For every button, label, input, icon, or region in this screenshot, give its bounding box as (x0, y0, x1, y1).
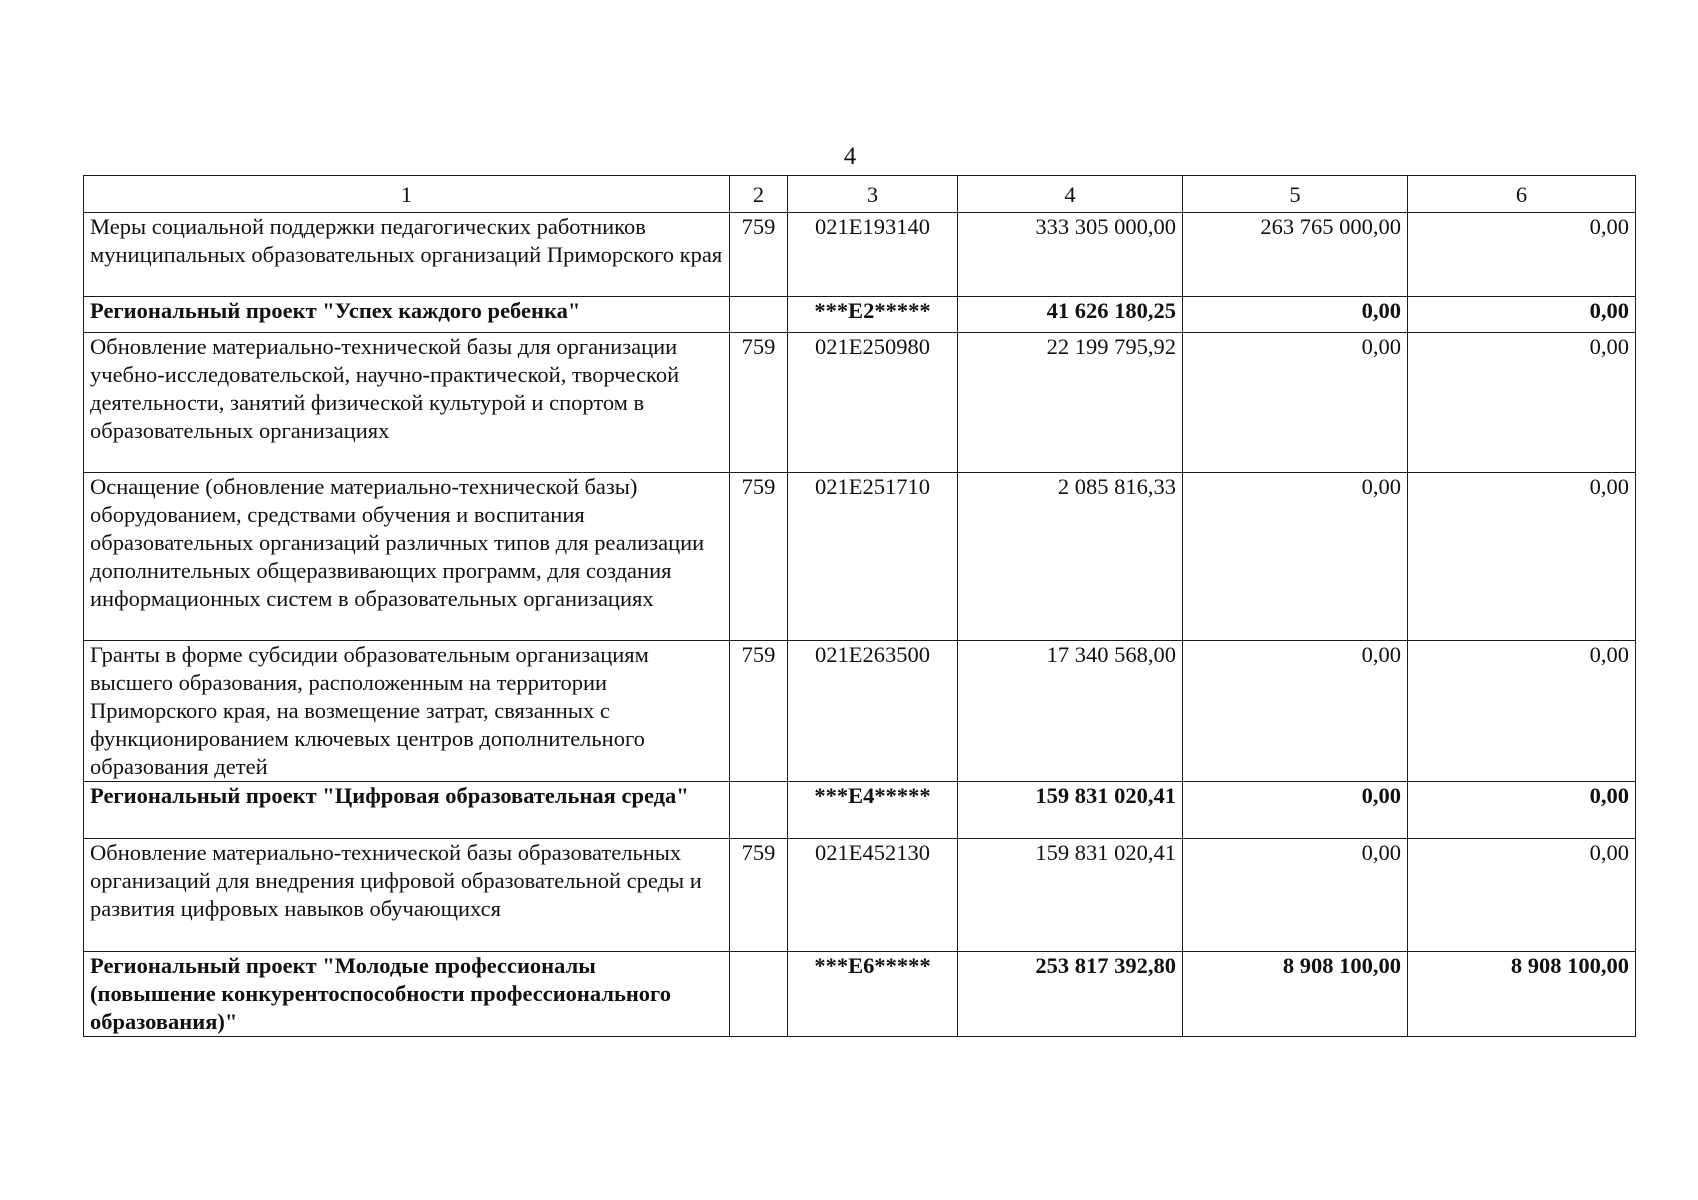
page-number: 4 (843, 143, 857, 170)
row-name: Региональный проект "Успех каждого ребенка" (84, 297, 730, 333)
column-header-4: 4 (958, 176, 1183, 213)
row-code-759: 759 (730, 839, 788, 952)
row-amount-col6: 0,00 (1408, 473, 1636, 641)
row-amount-col5: 0,00 (1183, 641, 1408, 782)
table-row (84, 641, 1636, 782)
row-code-759: 759 (730, 641, 788, 782)
table-row-subtotal (84, 297, 1636, 333)
row-amount-col4: 159 831 020,41 (958, 782, 1183, 839)
row-code-759 (730, 297, 788, 333)
row-amount-col6: 0,00 (1408, 213, 1636, 297)
row-name: Меры социальной поддержки педагогических работников муниципальных образовательных организаций Приморского края (84, 213, 730, 297)
row-amount-col5: 0,00 (1183, 839, 1408, 952)
row-amount-col6: 0,00 (1408, 641, 1636, 782)
row-target-code: ***E4***** (788, 782, 958, 839)
table-row-subtotal (84, 952, 1636, 1037)
column-header-1: 1 (84, 176, 730, 213)
row-amount-col6: 0,00 (1408, 333, 1636, 473)
table-row (84, 473, 1636, 641)
row-amount-col4: 17 340 568,00 (958, 641, 1183, 782)
row-amount-col4: 2 085 816,33 (958, 473, 1183, 641)
row-code-759: 759 (730, 333, 788, 473)
row-name: Обновление материально-технической базы для организации учебно-исследовательской, научно-практической, творческой деятельности, занятий физической культурой и спортом в образовательных организациях (84, 333, 730, 473)
row-code-759: 759 (730, 473, 788, 641)
row-amount-col5: 0,00 (1183, 333, 1408, 473)
row-amount-col5: 0,00 (1183, 297, 1408, 333)
row-amount-col6: 0,00 (1408, 839, 1636, 952)
row-target-code: 021E452130 (788, 839, 958, 952)
row-amount-col4: 333 305 000,00 (958, 213, 1183, 297)
budget-table (83, 175, 1636, 1037)
row-amount-col6: 0,00 (1408, 297, 1636, 333)
row-name: Гранты в форме субсидии образовательным организациям высшего образования, расположенным на территории Приморского края, на возмещение затрат, связанных с функционированием ключевых центров дополнительного образования детей (84, 641, 730, 782)
row-target-code: 021E251710 (788, 473, 958, 641)
row-target-code: 021E263500 (788, 641, 958, 782)
row-target-code: ***E2***** (788, 297, 958, 333)
row-amount-col4: 253 817 392,80 (958, 952, 1183, 1037)
table-row (84, 333, 1636, 473)
row-name: Обновление материально-технической базы образовательных организаций для внедрения цифровой образовательной среды и развития цифровых навыков обучающихся (84, 839, 730, 952)
table-row (84, 213, 1636, 297)
row-target-code: ***E6***** (788, 952, 958, 1037)
row-code-759: 759 (730, 213, 788, 297)
row-name: Региональный проект "Молодые профессионалы (повышение конкурентоспособности профессионального образования)" (84, 952, 730, 1037)
row-name: Региональный проект "Цифровая образовательная среда" (84, 782, 730, 839)
row-amount-col5: 0,00 (1183, 782, 1408, 839)
column-header-3: 3 (788, 176, 958, 213)
column-header-2: 2 (730, 176, 788, 213)
row-code-759 (730, 782, 788, 839)
row-name: Оснащение (обновление материально-технической базы) оборудованием, средствами обучения и воспитания образовательных организаций различных типов для реализации дополнительных общеразвивающих программ, для создания информационных систем в образовательных организациях (84, 473, 730, 641)
table-header-row (84, 176, 1636, 213)
row-amount-col6: 0,00 (1408, 782, 1636, 839)
row-amount-col4: 41 626 180,25 (958, 297, 1183, 333)
row-amount-col6: 8 908 100,00 (1408, 952, 1636, 1037)
row-code-759 (730, 952, 788, 1037)
column-header-5: 5 (1183, 176, 1408, 213)
row-amount-col5: 8 908 100,00 (1183, 952, 1408, 1037)
table-row (84, 839, 1636, 952)
row-amount-col5: 0,00 (1183, 473, 1408, 641)
row-amount-col4: 159 831 020,41 (958, 839, 1183, 952)
row-target-code: 021E250980 (788, 333, 958, 473)
row-amount-col4: 22 199 795,92 (958, 333, 1183, 473)
row-target-code: 021E193140 (788, 213, 958, 297)
column-header-6: 6 (1408, 176, 1636, 213)
row-amount-col5: 263 765 000,00 (1183, 213, 1408, 297)
table-row-subtotal (84, 782, 1636, 839)
